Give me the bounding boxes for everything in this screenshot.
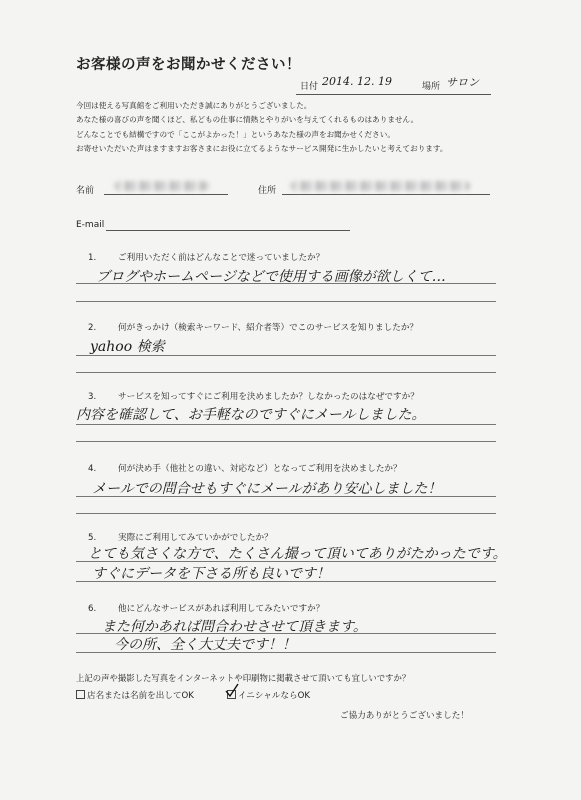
initial-checkbox[interactable] (227, 690, 236, 699)
answer-5b: すぐにデータを下さる所も良いです！ (92, 566, 330, 582)
name-label: 名前 (76, 186, 95, 196)
answer-line (76, 561, 496, 562)
place-label: 場所 (422, 82, 441, 92)
question-1: 1. ご利用いただく前はどんなことで迷っていましたか？ (88, 253, 325, 263)
answer-line (76, 513, 496, 514)
date-label: 日付 (300, 82, 319, 92)
answer-2: yahoo 検索 (90, 339, 165, 355)
address-label: 住所 (258, 186, 277, 196)
consent-question: 上記の声や撮影した写真をインターネットや印刷物に掲載させて頂いても宜しいですか？ (76, 673, 411, 683)
answer-line (76, 424, 496, 425)
answer-6b: 今の所、全く大丈夫です！！ (114, 637, 296, 653)
intro-line: 今回は使える写真館をご利用いただき誠にありがとうございました。 (76, 101, 312, 110)
answer-3: 内容を確認して、お手軽なのですぐにメールしました。 (76, 407, 426, 423)
answer-6a: また何かあれば問合わせさせて頂きます。 (102, 619, 367, 635)
question-3: 3. サービスを知ってすぐにご利用を決めましたか？しなかったのはなぜですか？ (88, 392, 419, 402)
answer-4: メールでの問合せもすぐにメールがあり安心しました！ (92, 481, 442, 497)
answer-5a: とても気さくな方で、たくさん撮って頂いてありがたかったです。 (88, 546, 507, 562)
answer-line (76, 301, 496, 302)
question-2: 2. 何がきっかけ（検索キーワード、紹介者等）でこのサービスを知りましたか？ (88, 323, 419, 333)
checkmark-icon (225, 683, 239, 699)
name-redacted (114, 181, 209, 191)
answer-line (76, 652, 496, 653)
answer-line (76, 283, 496, 284)
name-underline (104, 194, 228, 195)
date-value: 2014. 12. 19 (322, 75, 392, 88)
form-title: お客様の声をお聞かせください！ (76, 57, 301, 73)
intro-line: あなた様の喜びの声を聞くほど、私どもの仕事に情熱とやりがいを与えてくれるものはありません。 (76, 115, 419, 125)
email-underline (106, 230, 350, 231)
answer-1: ブログやホームページなどで使用する画像が欲しくて… (96, 269, 446, 285)
question-4: 4. 何が決め手（他社との違い、対応など）となってご利用を決めましたか？ (88, 464, 402, 474)
question-6: 6. 他にどんなサービスがあれば利用してみたいですか？ (88, 604, 325, 614)
address-underline (282, 194, 490, 195)
intro-line: お寄せいただいた声はますますお客さまにお役に立てるようなサービス開発に生かしたいと考えております。 (76, 143, 448, 153)
answer-line (76, 581, 496, 582)
address-redacted (290, 181, 470, 191)
thanks-message: ご協力ありがとうございました！ (340, 711, 469, 721)
shop-name-checkbox[interactable] (76, 690, 85, 699)
answer-line (76, 496, 496, 497)
answer-line (76, 441, 496, 442)
intro-line: どんなことでも結構ですので「ここがよかった！」というあなた様の声をお聞かせください。 (76, 129, 395, 139)
option-shop-name[interactable]: 店名または名前を出してOK (76, 689, 194, 701)
intro-text (76, 99, 516, 156)
place-value: サロン (446, 76, 479, 89)
answer-line (76, 372, 496, 373)
answer-line (76, 355, 496, 356)
email-label: E-mail (76, 220, 105, 230)
question-5: 5. 実際にご利用してみていかがでしたか？ (88, 533, 273, 543)
date-place-line (296, 76, 491, 95)
option-initial[interactable]: イニシャルならOK (227, 689, 310, 701)
